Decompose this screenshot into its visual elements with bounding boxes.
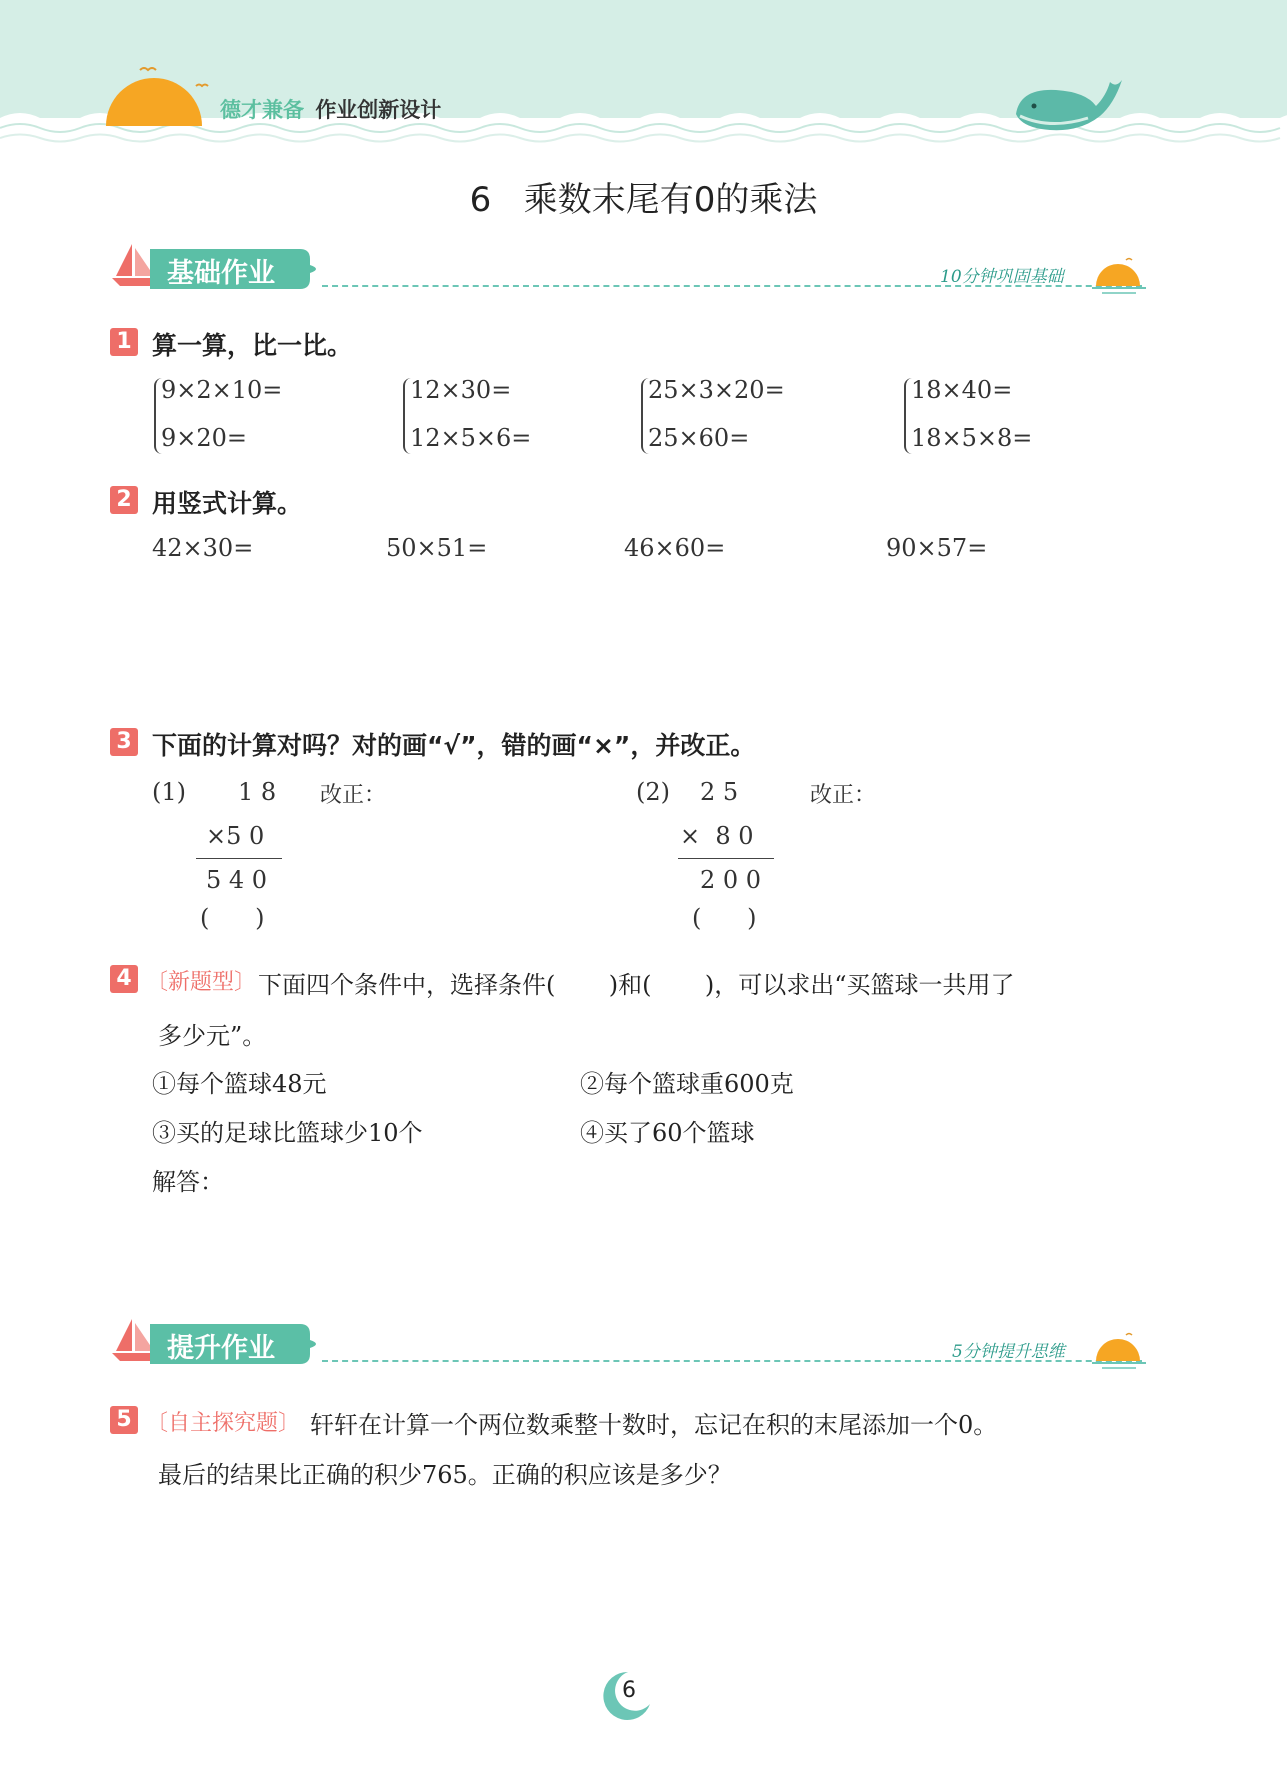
- q3-part1-check-blank[interactable]: ( ): [200, 904, 265, 932]
- q3-part2-product: 2 0 0: [700, 866, 762, 894]
- brand-name-green: 德才兼备: [220, 98, 304, 122]
- section-advanced-note: 5分钟提升思维: [952, 1342, 1065, 1362]
- page-number: 6: [622, 1678, 636, 1703]
- q1-expr-3b: 25×60=: [648, 424, 750, 452]
- q3-part1-multiplicand: 1 8: [238, 778, 277, 806]
- question-4-tag: 〔新题型〕: [146, 970, 257, 995]
- brand-name-dark: 作业创新设计: [315, 98, 442, 122]
- question-4-option-4: ④买了60个篮球: [580, 1119, 755, 1147]
- question-5-number: 5: [110, 1406, 138, 1434]
- question-4-text-line2: 多少元”。: [158, 1022, 267, 1050]
- question-2-title: 用竖式计算。: [152, 489, 303, 518]
- q1-expr-2a: 12×30=: [410, 376, 512, 404]
- question-5-tag: 〔自主探究题〕: [146, 1411, 301, 1436]
- q1-expr-4b: 18×5×8=: [911, 424, 1033, 452]
- section-basic-note: 10分钟巩固基础: [940, 267, 1064, 287]
- q1-expr-1b: 9×20=: [161, 424, 248, 452]
- question-1-title: 算一算，比一比。: [152, 331, 353, 360]
- sun-small-icon: [1092, 1331, 1146, 1371]
- question-4-text-line1: 下面四个条件中，选择条件( )和( )，可以求出“买篮球一共用了: [258, 971, 1015, 999]
- q1-expr-4a: 18×40=: [911, 376, 1013, 404]
- q3-part1-correction-label: 改正：: [320, 783, 387, 808]
- question-4-option-1: ①每个篮球48元: [152, 1070, 327, 1098]
- section-basic-label: 基础作业: [167, 258, 275, 289]
- q3-part2-label: (2): [636, 778, 670, 806]
- question-5-text-line2: 最后的结果比正确的积少765。正确的积应该是多少？: [158, 1461, 732, 1489]
- q3-part2-multiplier: × 8 0: [680, 822, 754, 850]
- sun-icon: [100, 60, 210, 130]
- question-1-number: 1: [110, 328, 138, 356]
- question-4-answer-label: 解答：: [152, 1168, 224, 1196]
- sun-small-icon: [1092, 256, 1146, 296]
- q3-part2-correction-label: 改正：: [810, 783, 877, 808]
- section-advanced-label: 提升作业: [167, 1333, 275, 1364]
- question-4-option-2: ②每个篮球重600克: [580, 1070, 794, 1098]
- q1-expr-3a: 25×3×20=: [648, 376, 785, 404]
- q3-part1-rule: [196, 858, 282, 859]
- whale-icon: [1010, 74, 1125, 134]
- q1-expr-1a: 9×2×10=: [161, 376, 283, 404]
- question-4-number: 4: [110, 965, 138, 993]
- question-3-number: 3: [110, 728, 138, 756]
- brand-name: [220, 94, 441, 124]
- q2-expr-4: 90×57=: [886, 534, 988, 562]
- q2-expr-2: 50×51=: [386, 534, 488, 562]
- question-3-title: 下面的计算对吗？对的画“√”，错的画“×”，并改正。: [152, 731, 756, 760]
- q3-part2-check-blank[interactable]: ( ): [692, 904, 757, 932]
- question-4-option-3: ③买的足球比篮球少10个: [152, 1119, 423, 1147]
- q1-expr-2b: 12×5×6=: [410, 424, 532, 452]
- q3-part1-label: (1): [152, 778, 186, 806]
- q3-part1-product: 5 4 0: [206, 866, 268, 894]
- question-2-number: 2: [110, 486, 138, 514]
- q2-expr-1: 42×30=: [152, 534, 254, 562]
- q3-part2-multiplicand: 2 5: [700, 778, 739, 806]
- question-5-text-line1: 轩轩在计算一个两位数乘整十数时，忘记在积的末尾添加一个0。: [310, 1411, 998, 1439]
- q3-part2-rule: [678, 858, 774, 859]
- page-title: 6 乘数末尾有0的乘法: [469, 180, 818, 220]
- q2-expr-3: 46×60=: [624, 534, 726, 562]
- q3-part1-multiplier: ×5 0: [206, 822, 265, 850]
